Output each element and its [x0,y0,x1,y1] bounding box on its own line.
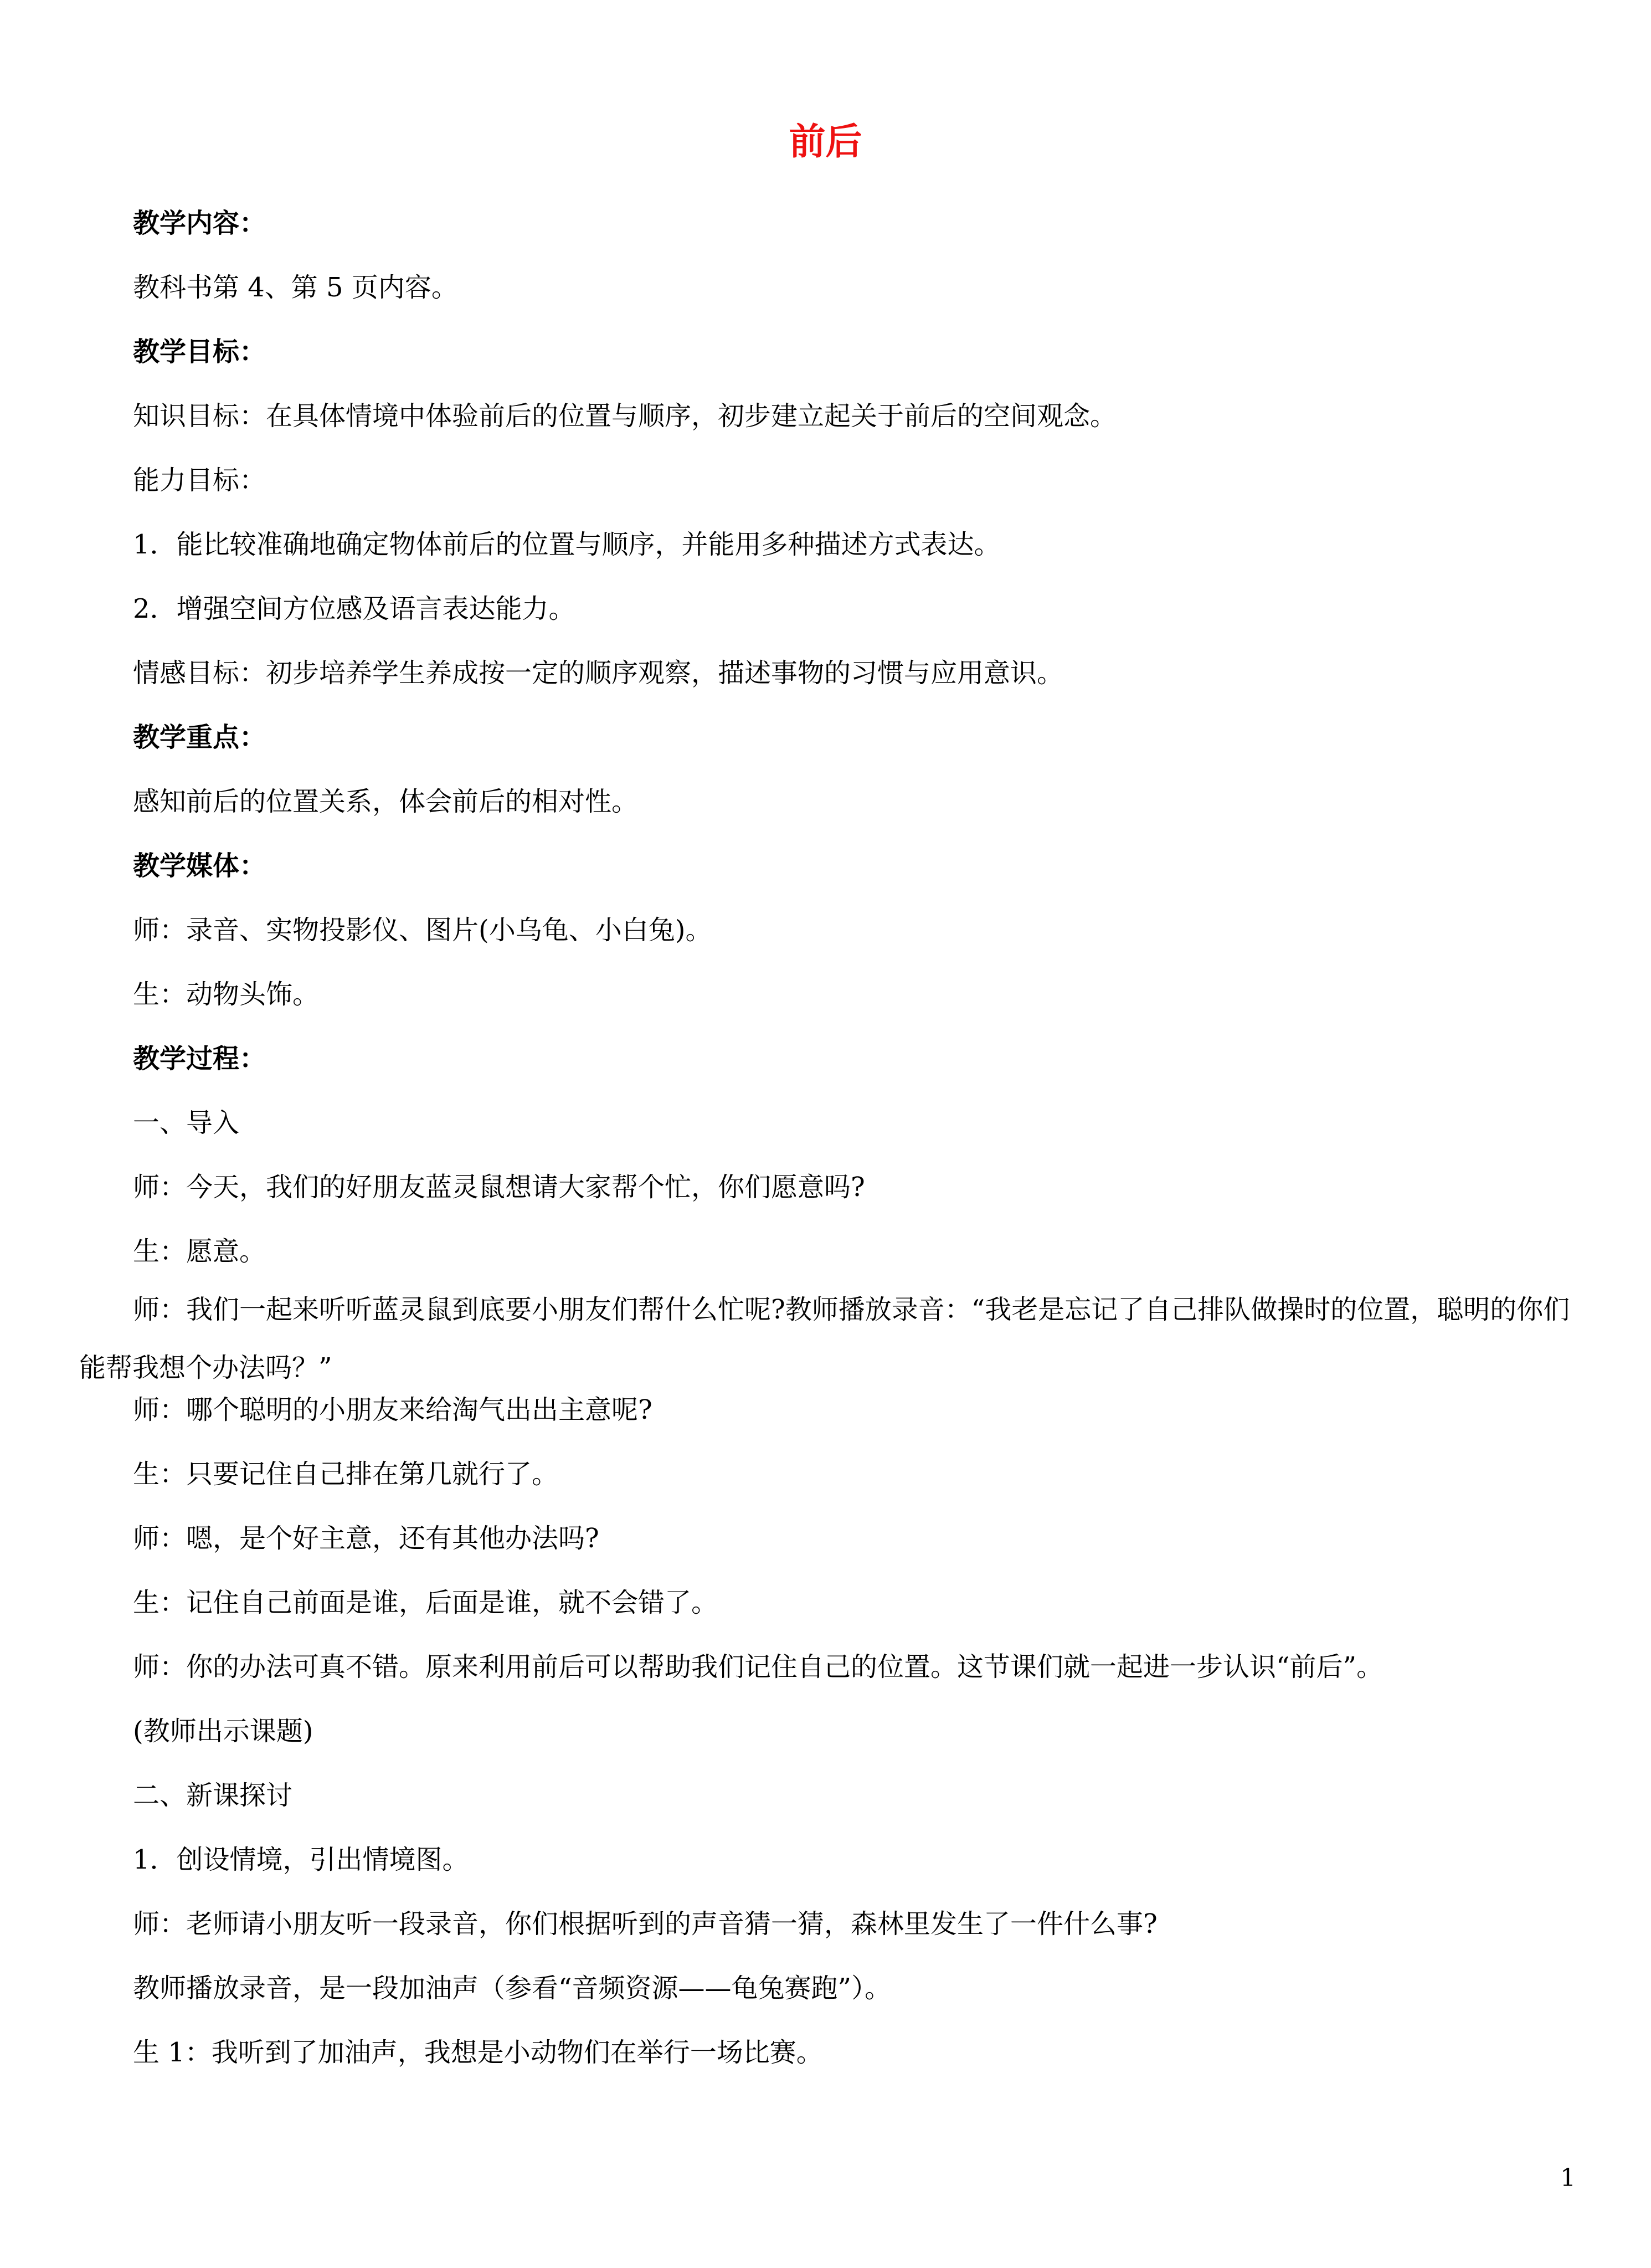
text-line: 师：你的办法可真不错。原来利用前后可以帮助我们记住自己的位置。这节课们就一起进一步认识“前后”。 [133,1651,1383,1682]
text-line: 教师播放录音，是一段加油声（参看“音频资源——龟兔赛跑”）。 [133,1973,892,2004]
text-paragraph: 师：我们一起来听听蓝灵鼠到底要小朋友们帮什么忙呢?教师播放录音：“我老是忘记了自己排队做操时的位置，聪明的你们能帮我想个办法吗？” [79,1294,1570,1383]
text-line: 知识目标：在具体情境中体验前后的位置与顺序，初步建立起关于前后的空间观念。 [133,401,1117,432]
text-line: 2．增强空间方位感及语言表达能力。 [133,593,575,624]
text-line: 情感目标：初步培养学生养成按一定的顺序观察，描述事物的习惯与应用意识。 [133,658,1064,689]
text-line: 1．能比较准确地确定物体前后的位置与顺序，并能用多种描述方式表达。 [133,529,1001,560]
text-line: 能力目标： [133,465,266,496]
text-line: 生：愿意。 [133,1236,266,1267]
heading-teaching-content: 教学内容： [133,208,266,239]
text-line: 师：老师请小朋友听一段录音，你们根据听到的声音猜一猜，森林里发生了一件什么事? [133,1908,1158,1939]
page-number: 1 [1560,2164,1576,2192]
text-line: 师：嗯，是个好主意，还有其他办法吗? [133,1523,599,1554]
text-line: 1．创设情境，引出情境图。 [133,1844,469,1875]
heading-process: 教学过程： [133,1043,266,1074]
text-line: 一、导入 [133,1107,240,1138]
text-line: 师：今天，我们的好朋友蓝灵鼠想请大家帮个忙，你们愿意吗? [133,1172,865,1203]
text-line: 感知前后的位置关系，体会前后的相对性。 [133,786,639,817]
text-line: (教师出示课题) [133,1716,313,1747]
heading-media: 教学媒体： [133,850,266,881]
text-line: 生：动物头饰。 [133,979,320,1010]
heading-key-points: 教学重点： [133,722,266,753]
text-line: 生：只要记住自己排在第几就行了。 [133,1459,559,1490]
text-line: 二、新课探讨 [133,1780,293,1811]
text-line: 师：录音、实物投影仪、图片(小乌龟、小白兔)。 [133,915,712,946]
heading-teaching-goals: 教学目标： [133,336,266,367]
text-line: 教科书第 4、第 5 页内容。 [133,272,458,303]
page-title: 前后 [789,120,862,163]
text-line: 师：哪个聪明的小朋友来给淘气出出主意呢? [133,1394,652,1425]
text-line: 生：记住自己前面是谁，后面是谁，就不会错了。 [133,1587,718,1618]
text-line: 生 1：我听到了加油声，我想是小动物们在举行一场比赛。 [133,2037,823,2068]
